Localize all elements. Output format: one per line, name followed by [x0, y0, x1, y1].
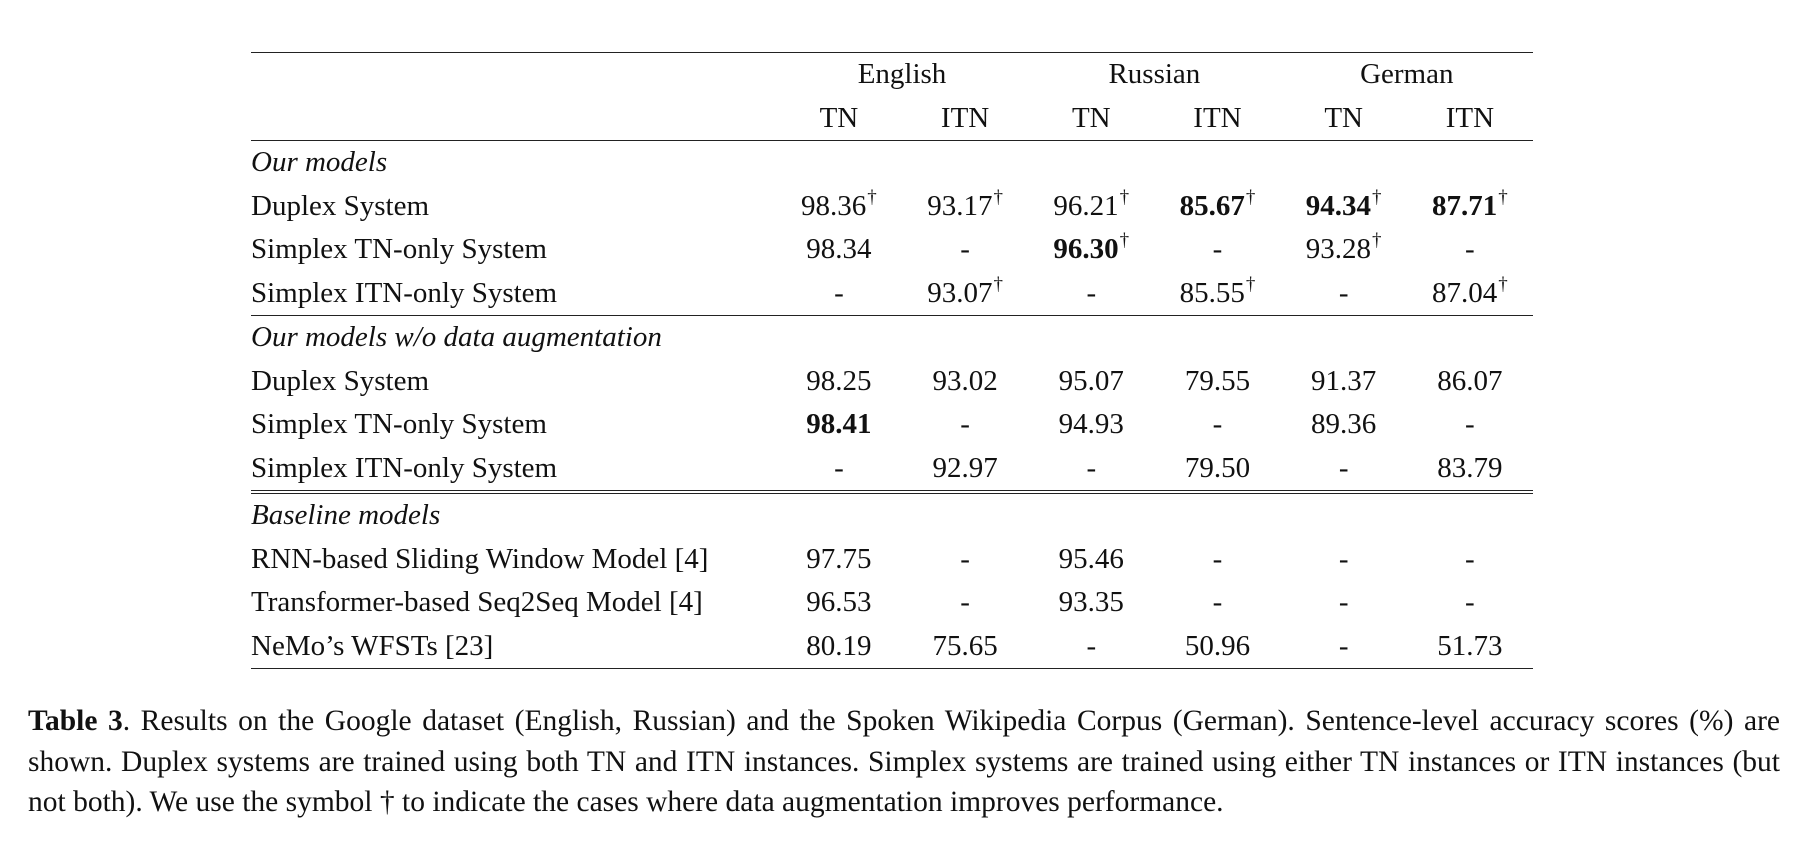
score-cell-german-tn [1281, 272, 1407, 316]
dagger-mark: † [1119, 230, 1130, 252]
header-language-german: German [1281, 53, 1533, 97]
table-row [251, 228, 1533, 272]
score-value: - [960, 542, 970, 575]
dagger-mark: † [1372, 230, 1382, 252]
score-value: 95.46 [1058, 542, 1124, 575]
results-table [251, 52, 1533, 669]
score-cell-russian-itn [1154, 581, 1280, 625]
score-cell-english-itn [902, 625, 1028, 669]
score-value: 79.55 [1184, 364, 1251, 397]
model-name-cell: Duplex System [251, 189, 430, 222]
score-value: 86.07 [1437, 364, 1503, 397]
model-name-cell: Simplex ITN-only System [251, 451, 558, 484]
score-value: 95.07 [1058, 364, 1124, 397]
score-cell-english-tn [776, 625, 902, 669]
score-cell-german-tn [1281, 538, 1407, 582]
score-value: 91.37 [1311, 364, 1377, 397]
score-cell-english-tn [776, 185, 902, 229]
dagger-mark: † [1372, 186, 1382, 208]
score-value: 93.02 [932, 364, 998, 397]
score-cell-english-itn [902, 228, 1028, 272]
score-value: 89.36 [1311, 408, 1377, 441]
score-cell-german-itn [1407, 185, 1533, 229]
score-cell-german-itn [1407, 228, 1533, 272]
score-value: - [960, 408, 970, 441]
score-cell-english-tn [776, 538, 902, 582]
score-value: - [1086, 451, 1097, 484]
table-row [251, 447, 1533, 493]
score-value: 93.28 [1305, 233, 1372, 266]
score-cell-english-itn [902, 447, 1028, 493]
score-cell-german-tn [1281, 447, 1407, 493]
score-value: - [1338, 629, 1349, 662]
score-value: - [834, 451, 844, 484]
model-name-cell: Duplex System [251, 364, 430, 397]
score-cell-russian-itn [1154, 538, 1280, 582]
score-cell-russian-tn [1028, 360, 1154, 404]
task-header-row [251, 97, 1533, 141]
score-cell-russian-tn [1028, 228, 1154, 272]
score-cell-german-itn [1407, 625, 1533, 669]
score-cell-german-itn [1407, 272, 1533, 316]
section-title: Baseline models [251, 492, 1533, 538]
score-value: - [1465, 408, 1475, 441]
dagger-mark: † [1245, 273, 1256, 295]
caption-text: . Results on the Google dataset (English, Russian) and the Spoken Wikipedia Corpus (German). Sentence-level accuracy scores (%) are shown. Duplex systems are trained using both TN and ITN instances. Simplex systems are trained using either TN instances or ITN instances (but not both). We use the symbol † to indicate the cases where data augmentation improves performance. [28, 705, 1780, 818]
header-language-english: English [776, 53, 1028, 97]
dagger-mark: † [1245, 186, 1256, 208]
score-value: - [960, 586, 970, 619]
score-cell-english-tn [776, 581, 902, 625]
score-cell-russian-itn [1154, 360, 1280, 404]
score-value: 98.36 [801, 189, 867, 222]
dagger-mark: † [993, 186, 1003, 208]
score-cell-russian-tn [1028, 581, 1154, 625]
score-cell-english-itn [902, 538, 1028, 582]
score-value: - [1212, 542, 1223, 575]
score-cell-german-itn [1407, 581, 1533, 625]
score-cell-german-tn [1281, 228, 1407, 272]
score-cell-german-itn [1407, 403, 1533, 447]
score-value: - [1338, 451, 1349, 484]
score-value: 96.21 [1053, 189, 1119, 222]
header-corner-cell [251, 53, 776, 97]
score-cell-german-tn [1281, 581, 1407, 625]
score-value: 50.96 [1184, 629, 1251, 662]
score-cell-russian-itn [1154, 403, 1280, 447]
score-value: 92.97 [932, 451, 998, 484]
language-header-row [251, 53, 1533, 97]
score-cell-russian-itn [1154, 272, 1280, 316]
score-value: 93.35 [1058, 586, 1124, 619]
dagger-mark: † [993, 273, 1003, 295]
score-cell-english-tn [776, 447, 902, 493]
table-row [251, 581, 1533, 625]
score-value: 87.04 [1432, 276, 1498, 309]
subheader-corner-cell [251, 97, 776, 141]
score-value: 75.65 [932, 629, 998, 662]
score-cell-english-tn [776, 360, 902, 404]
score-cell-russian-tn [1028, 403, 1154, 447]
score-cell-english-itn [902, 581, 1028, 625]
score-cell-russian-itn [1154, 228, 1280, 272]
score-cell-german-itn [1407, 360, 1533, 404]
score-value: - [1338, 276, 1349, 309]
table-row [251, 403, 1533, 447]
section-header-row [251, 316, 1533, 360]
section-header-row [251, 492, 1533, 538]
score-value: 79.50 [1184, 451, 1251, 484]
score-value: 85.67 [1179, 189, 1245, 222]
score-value: - [1086, 629, 1097, 662]
score-cell-russian-tn [1028, 625, 1154, 669]
score-value: 80.19 [806, 629, 872, 662]
section-title: Our models [251, 146, 388, 179]
score-value: 98.25 [806, 364, 872, 397]
table-caption [28, 701, 1780, 823]
score-value: - [1465, 233, 1475, 266]
score-cell-russian-itn [1154, 447, 1280, 493]
dagger-mark: † [1498, 273, 1508, 295]
score-value: 94.34 [1305, 189, 1372, 222]
model-name-cell: Simplex ITN-only System [251, 276, 558, 309]
score-cell-russian-tn [1028, 447, 1154, 493]
score-value: - [1465, 586, 1475, 619]
score-value: - [1212, 233, 1223, 266]
score-cell-english-tn [776, 228, 902, 272]
score-cell-german-itn [1407, 538, 1533, 582]
score-cell-russian-tn [1028, 272, 1154, 316]
score-cell-english-itn [902, 272, 1028, 316]
score-cell-english-tn [776, 272, 902, 316]
table-row [251, 185, 1533, 229]
score-value: - [834, 276, 844, 309]
results-table-body [251, 141, 1533, 669]
score-cell-german-tn [1281, 403, 1407, 447]
results-table-container [251, 52, 1533, 669]
score-value: - [1212, 408, 1223, 441]
score-cell-german-itn [1407, 447, 1533, 493]
subheader-english-itn: ITN [902, 97, 1028, 141]
score-value: - [1465, 542, 1475, 575]
table-row [251, 538, 1533, 582]
subheader-russian-itn: ITN [1154, 97, 1280, 141]
model-name-cell: NeMo’s WFSTs [23] [251, 625, 776, 669]
score-value: - [1086, 276, 1097, 309]
table-row [251, 625, 1533, 669]
score-value: 96.53 [806, 586, 872, 619]
model-name-cell: Simplex TN-only System [251, 408, 547, 441]
score-value: 98.34 [806, 233, 872, 266]
model-name-cell: Simplex TN-only System [251, 233, 547, 266]
score-value: 87.71 [1432, 189, 1498, 222]
subheader-russian-tn: TN [1028, 97, 1154, 141]
score-value: 93.17 [927, 189, 993, 222]
score-cell-russian-tn [1028, 185, 1154, 229]
section-title: Our models w/o data augmentation [251, 316, 1533, 360]
model-name-cell: RNN-based Sliding Window Model [4] [251, 542, 709, 575]
score-value: 93.07 [927, 276, 993, 309]
caption-label: Table 3 [28, 705, 123, 737]
model-name-cell: Transformer-based Seq2Seq Model [4] [251, 586, 703, 619]
table-row [251, 272, 1533, 316]
score-cell-english-itn [902, 360, 1028, 404]
score-cell-russian-itn [1154, 625, 1280, 669]
score-value: 96.30 [1053, 233, 1119, 266]
score-value: 97.75 [806, 542, 872, 575]
dagger-mark: † [1119, 186, 1130, 208]
score-value: - [1212, 586, 1223, 619]
score-cell-german-tn [1281, 625, 1407, 669]
subheader-german-tn: TN [1281, 97, 1407, 141]
score-cell-english-itn [902, 185, 1028, 229]
header-language-russian: Russian [1028, 53, 1280, 97]
score-value: 85.55 [1179, 276, 1245, 309]
score-value: 98.41 [806, 408, 872, 441]
score-cell-english-itn [902, 403, 1028, 447]
score-cell-german-tn [1281, 360, 1407, 404]
score-cell-russian-tn [1028, 538, 1154, 582]
score-value: - [960, 233, 970, 266]
score-value: 94.93 [1058, 408, 1124, 441]
subheader-english-tn: TN [776, 97, 902, 141]
table-row [251, 360, 1533, 404]
dagger-mark: † [1498, 186, 1508, 208]
section-header-row [251, 141, 1533, 185]
score-cell-english-tn [776, 403, 902, 447]
score-cell-german-tn [1281, 185, 1407, 229]
score-value: 51.73 [1437, 629, 1503, 662]
score-cell-russian-itn [1154, 185, 1280, 229]
score-value: - [1338, 542, 1349, 575]
subheader-german-itn: ITN [1407, 97, 1533, 141]
score-value: 83.79 [1437, 451, 1503, 484]
dagger-mark: † [867, 186, 877, 208]
score-value: - [1338, 586, 1349, 619]
